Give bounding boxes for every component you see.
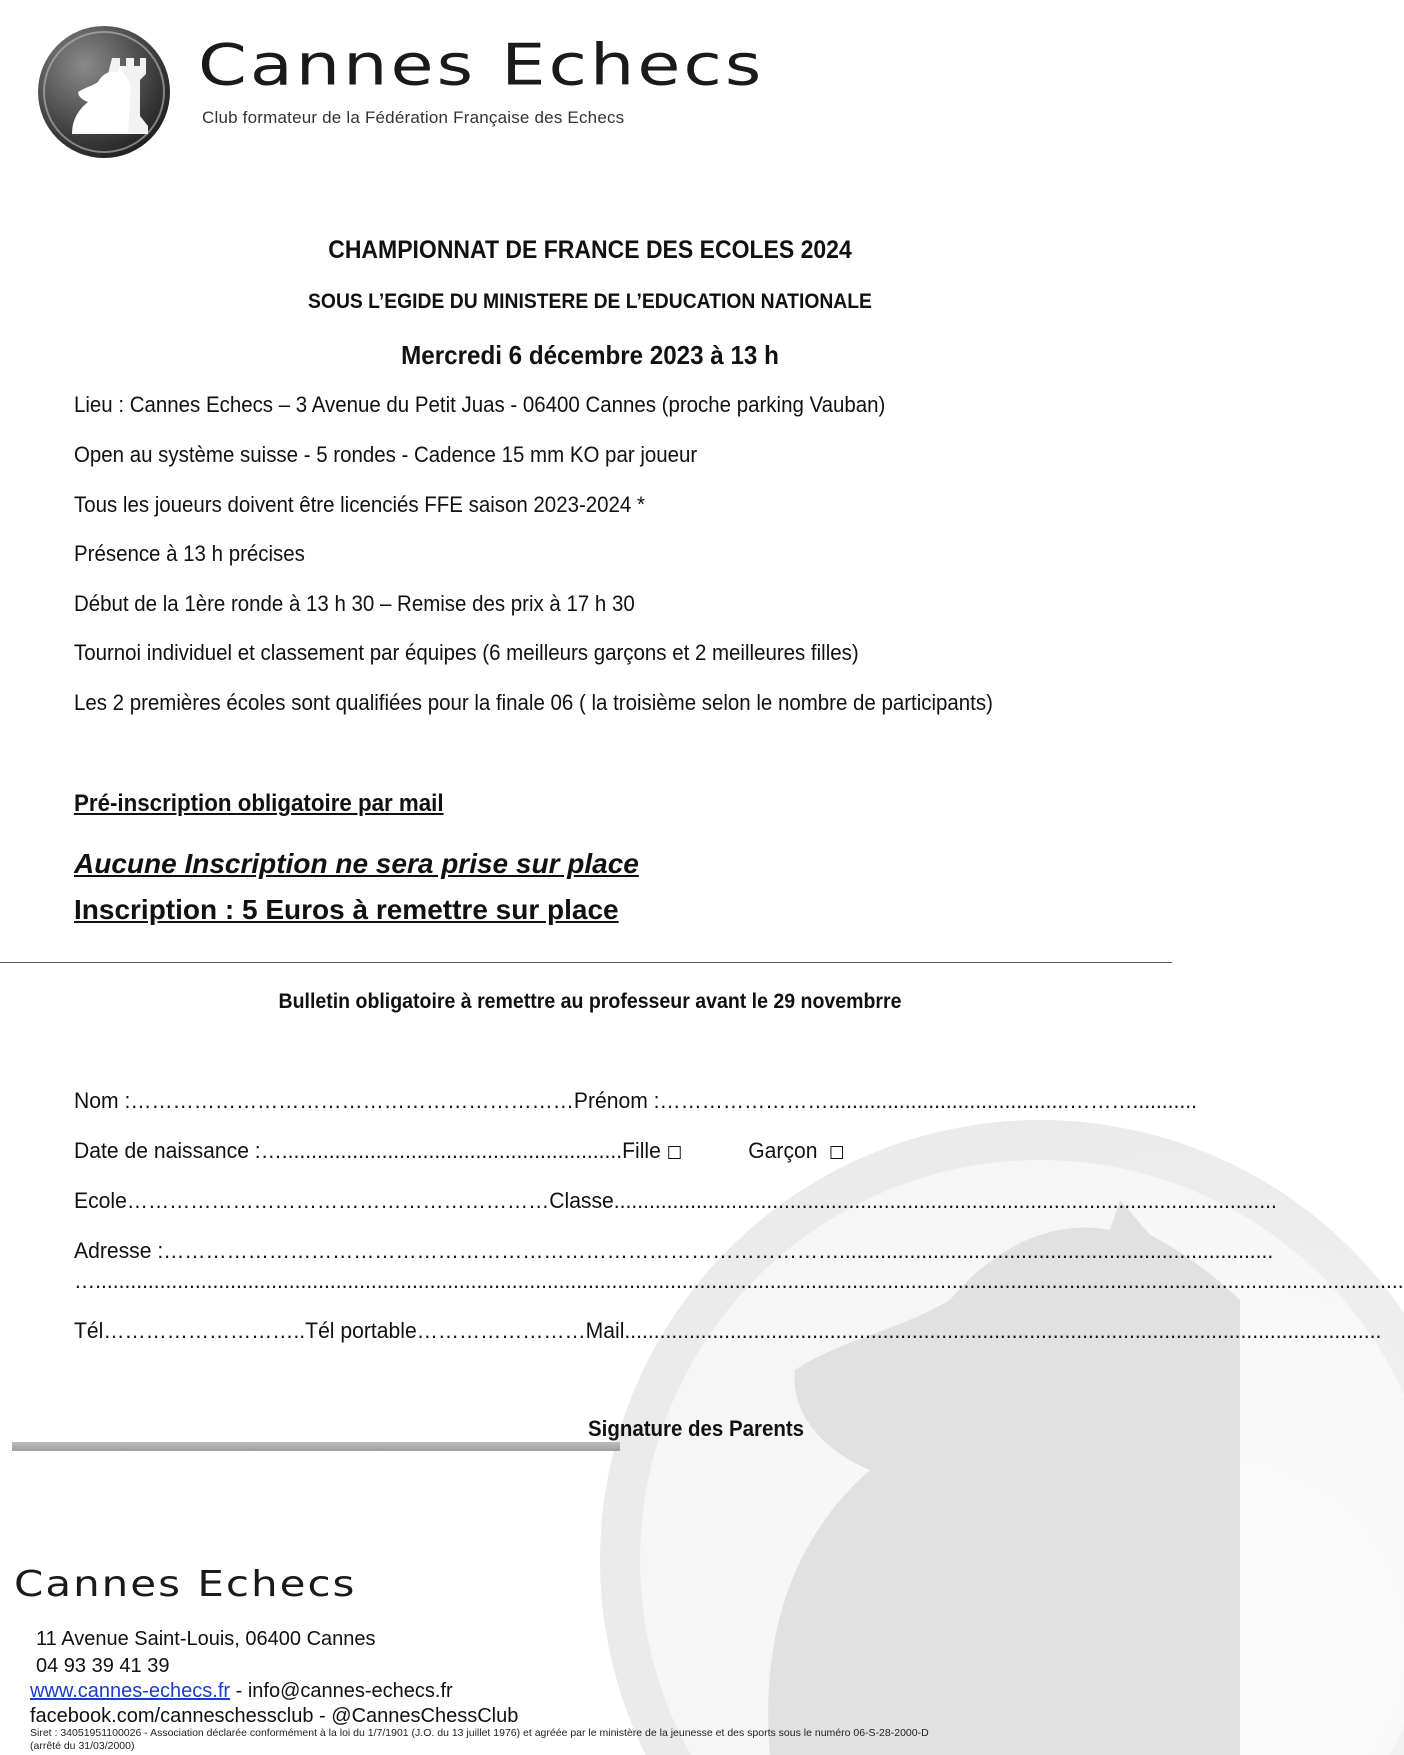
mail-label: Mail bbox=[585, 1318, 625, 1343]
footer-social: facebook.com/canneschessclub - @CannesChessClub bbox=[30, 1705, 519, 1727]
club-logo bbox=[36, 24, 172, 160]
tel-portable-field[interactable]: …………………… bbox=[416, 1318, 586, 1343]
signature-label: Signature des Parents bbox=[588, 1416, 805, 1441]
mail-field[interactable]: ................................................................................................................................. bbox=[624, 1318, 1382, 1343]
brand-tagline: Club formateur de la Fédération Française des Echecs bbox=[202, 108, 625, 127]
event-date: Mercredi 6 décembre 2023 à 13 h bbox=[401, 340, 779, 370]
form-row-contact bbox=[74, 1318, 1382, 1344]
nom-label: Nom : bbox=[74, 1088, 131, 1113]
fille-checkbox[interactable] bbox=[669, 1146, 681, 1159]
website-link[interactable]: www.cannes-echecs.fr bbox=[30, 1680, 231, 1702]
info-line-format: Open au système suisse - 5 rondes - Cadence 15 mm KO par joueur bbox=[74, 442, 698, 467]
pre-registration-notice: Pré-inscription obligatoire par mail bbox=[74, 790, 444, 817]
footer-contact-line bbox=[30, 1680, 453, 1703]
classe-label: Classe bbox=[549, 1188, 614, 1213]
no-onsite-registration: Aucune Inscription ne sera prise sur place bbox=[74, 848, 639, 879]
info-line-schedule: Début de la 1ère ronde à 13 h 30 – Remise des prix à 17 h 30 bbox=[74, 591, 635, 616]
garcon-checkbox[interactable] bbox=[831, 1146, 843, 1159]
date-naissance-label: Date de naissance : bbox=[74, 1138, 261, 1163]
fille-label: Fille bbox=[622, 1138, 661, 1163]
garcon-label: Garçon bbox=[748, 1138, 818, 1163]
info-line-ranking: Tournoi individuel et classement par équipes (6 meilleurs garçons et 2 meilleures filles) bbox=[74, 640, 859, 665]
info-line-presence: Présence à 13 h précises bbox=[74, 541, 305, 566]
info-line-qualification: Les 2 premières écoles sont qualifiées pour la finale 06 ( la troisième selon le nombre de participants) bbox=[74, 690, 993, 715]
nom-field[interactable]: ……………………………………………………… bbox=[130, 1088, 574, 1113]
tel-portable-label: Tél portable bbox=[305, 1318, 417, 1343]
date-naissance-field[interactable]: ….......................................................... bbox=[260, 1138, 623, 1163]
prenom-field[interactable]: …………………….........................................………........... bbox=[659, 1088, 1198, 1113]
adresse-field-2[interactable]: …............................................................................................................................................................................................................................... bbox=[74, 1268, 1404, 1293]
tel-field[interactable]: ……………………….. bbox=[103, 1318, 306, 1343]
footer-legal: Siret : 34051951100026 - Association déclarée conformément à la loi du 1/7/1901 (J.O. du 13 juillet 1976) et agréée par le ministère de la jeunesse et des sports sous le numéro 06-S-28-2000-D bbox=[30, 1727, 929, 1739]
cut-line bbox=[0, 962, 1172, 963]
registration-fee: Inscription : 5 Euros à remettre sur place bbox=[74, 894, 619, 925]
bulletin-title: Bulletin obligatoire à remettre au professeur avant le 29 novembrre bbox=[278, 990, 902, 1013]
form-row-name bbox=[74, 1088, 1198, 1114]
classe-field[interactable]: ................................................................................................................. bbox=[613, 1188, 1277, 1213]
form-row-address-2 bbox=[74, 1268, 1404, 1294]
tel-label: Tél bbox=[74, 1318, 104, 1343]
footer-phone: 04 93 39 41 39 bbox=[36, 1655, 170, 1677]
main-title: CHAMPIONNAT DE FRANCE DES ECOLES 2024 bbox=[328, 236, 852, 264]
adresse-label: Adresse : bbox=[74, 1238, 164, 1263]
footer-email: - info@cannes-echecs.fr bbox=[230, 1680, 453, 1702]
signature-divider bbox=[12, 1442, 620, 1451]
footer-address: 11 Avenue Saint-Louis, 06400 Cannes bbox=[36, 1628, 376, 1650]
form-row-school bbox=[74, 1188, 1277, 1214]
ecole-field[interactable]: …………………………………………………… bbox=[126, 1188, 550, 1213]
info-line-licence: Tous les joueurs doivent être licenciés FFE saison 2023-2024 * bbox=[74, 492, 645, 517]
subtitle: SOUS L’EGIDE DU MINISTERE DE L’EDUCATION NATIONALE bbox=[308, 290, 872, 313]
form-row-birth bbox=[74, 1138, 1134, 1164]
ecole-label: Ecole bbox=[74, 1188, 127, 1213]
info-line-lieu: Lieu : Cannes Echecs – 3 Avenue du Petit Juas - 06400 Cannes (proche parking Vauban) bbox=[74, 392, 886, 417]
adresse-field[interactable]: …………………………………………………………………………………….......................................................................... bbox=[163, 1238, 1274, 1263]
footer-brand: Cannes Echecs bbox=[14, 1562, 357, 1605]
form-row-address bbox=[74, 1238, 1274, 1264]
prenom-label: Prénom : bbox=[573, 1088, 660, 1113]
footer-legal-2: (arrêté du 31/03/2000) bbox=[30, 1740, 135, 1752]
brand-title: Cannes Echecs bbox=[198, 31, 765, 99]
